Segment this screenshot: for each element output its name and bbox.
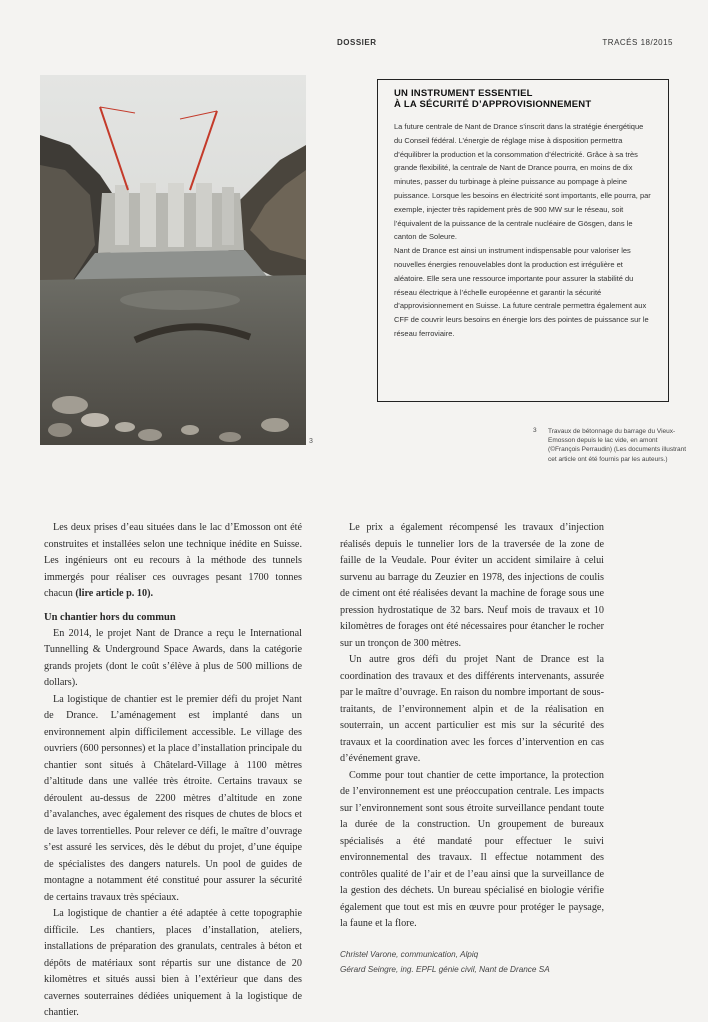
sidebar-title — [394, 88, 652, 110]
sidebar-paragraph: La future centrale de Nant de Drance s’inscrit dans la stratégie énergétique du Conseil fédéral. L’énergie de réglage mise à disposition permettra d’équilibrer la production et la consommation d’électricité. Grâce à sa très grande flexibilité, la centrale de Nant de Drance pourra, en moins de dix minutes, passer du turbinage à pleine puissance au pompage à pleine puissance. Lorsque les besoins en électricité sont importants, elle pourra, par exemple, injecter très rapidement près de 900 MW sur le réseau, soit l’équivalent de la puissance de la centrale nucléaire de Gösgen, dans le canton de Soleure. — [394, 122, 651, 242]
article-paragraph — [44, 520, 302, 603]
sidebar-title-line1: UN INSTRUMENT ESSENTIEL — [394, 88, 533, 99]
paragraph-text: Les deux prises d’eau situées dans le lac d’Emosson ont été construites et installées selon une technique inédite en Suisse. Les ingénieurs ont eu recours à la méthode des tunnels immergés pour réaliser ces ouvrages pesant 1700 tonnes chacun — [44, 522, 302, 599]
figure-caption: Travaux de bétonnage du barrage du Vieux-Emosson depuis le lac vide, en amont (©François Perraudin) (Les documents illustrant cet article ont été fournis par les auteurs.) — [548, 428, 687, 463]
section-heading: Un chantier hors du commun — [44, 611, 176, 623]
section-label: DOSSIER — [337, 38, 377, 47]
dam-construction-photo — [40, 75, 306, 445]
author-2: Gérard Seingre, ing. EPFL génie civil, Nant de Drance SA — [340, 964, 550, 974]
article-column-right — [340, 520, 604, 977]
sidebar-paragraph: Nant de Drance est ainsi un instrument indispensable pour valoriser les nouvelles énergies renouvelables dont la production est irrégulière et aléatoire. Elle sera une ressource importante pour assurer la stabilité du réseau électrique à l’échelle européenne et garantir la sécurité d’approvisionnement en Suisse. La future centrale permettra également aux CFF de couvrir leurs besoins en énergie lors des pointes de puissance sur le réseau ferroviaire. — [394, 246, 649, 338]
article-column-left — [44, 520, 302, 1022]
figure-number: 3 — [309, 438, 313, 445]
article-paragraph: En 2014, le projet Nant de Drance a reçu le International Tunnelling & Underground Space Awards, dans la catégorie grands projets (dont le coût s’élève à plus de 500 millions de dollars). — [44, 627, 302, 688]
sidebar-title-line2: À LA SÉCURITÉ D’APPROVISIONNEMENT — [394, 99, 592, 110]
article-paragraph: La logistique de chantier a été adaptée à cette topographie difficile. Les chantiers, places d’installation, ateliers, installations de préparation des granulats, centrales à béton et dépôts de matériaux sont répartis sur une distance de 20 kilomètres et situés aussi bien à l’extérieur que dans des cavernes souterraines dédiées uniquement à la logistique de chantier. — [44, 908, 302, 1018]
author-1: Christel Varone, communication, Alpiq — [340, 949, 479, 959]
sidebar-text — [394, 120, 652, 341]
article-paragraph: Comme pour tout chantier de cette importance, la protection de l’environnement est une préoccupation centrale. Les impacts sur l’environnement sont sous étroite surveillance pendant toute la durée de la construction. Un groupement de bureaux spécialisés a été mandaté pour effectuer le suivi environnemental des travaux. Il effectue notamment des contrôles qualité de l’air et de l’eau ainsi que la surveillance de la gestion des déchets. Un bureau spécialisé en biologie vérifie également que tout est mis en œuvre pour protéger le paysage, la faune et la flore. — [340, 769, 604, 929]
issue-label: TRACÉS 18/2015 — [602, 38, 673, 47]
sidebar-box — [377, 79, 669, 402]
article-paragraph: La logistique de chantier est le premier défi du projet Nant de Drance. L’aménagement est implanté dans un environnement alpin difficilement accessible. Le village des ouvriers (600 personnes) et la place d’installation principale du chantier sont situés à Châtelard-Village à 1100 mètres d’altitude dans une vallée très étroite. Certains travaux se déroulent au-dessus de 2200 mètres d’altitude en zone d’avalanches, avec également des risques de chutes de blocs et de laves torrentielles. Pour relever ce défi, le maître d’ouvrage s’est assuré les services, dès le début du projet, d’une équipe de spécialistes des dangers naturels. Un pool de guides de montagne a notamment été constitué pour assurer la sécurité de certains travaux très spéciaux. — [44, 693, 302, 903]
author-credits — [340, 947, 604, 977]
article-paragraph: Le prix a également récompensé les travaux d’injection réalisés depuis le tunnelier lors de la traversée de la zone de faille de la Veudale. Pour éviter un accident similaire à celui survenu au barrage du Zeuzier en 1978, des injections de coulis de ciment ont été réalisées devant la machine de forage sous une pression hydrostatique de 32 bars. Neuf mois de travaux et 10 kilomètres de forages ont été nécessaires pour étancher le rocher sur un tronçon de 300 mètres. — [340, 522, 604, 649]
article-paragraph: Un autre gros défi du projet Nant de Drance est la coordination des travaux et des différents intervenants, assurée par le maître d’ouvrage. En raison du nombre important de sous-traitants, de l’environnement alpin et de la réalisation en souterrain, un accent particulier est mis sur la sécurité des travaux et la coordination avec les forces d’intervention en cas d’événement grave. — [340, 654, 604, 764]
article-reference: (lire article p. 10). — [75, 588, 154, 599]
caption-number: 3 — [533, 427, 537, 434]
